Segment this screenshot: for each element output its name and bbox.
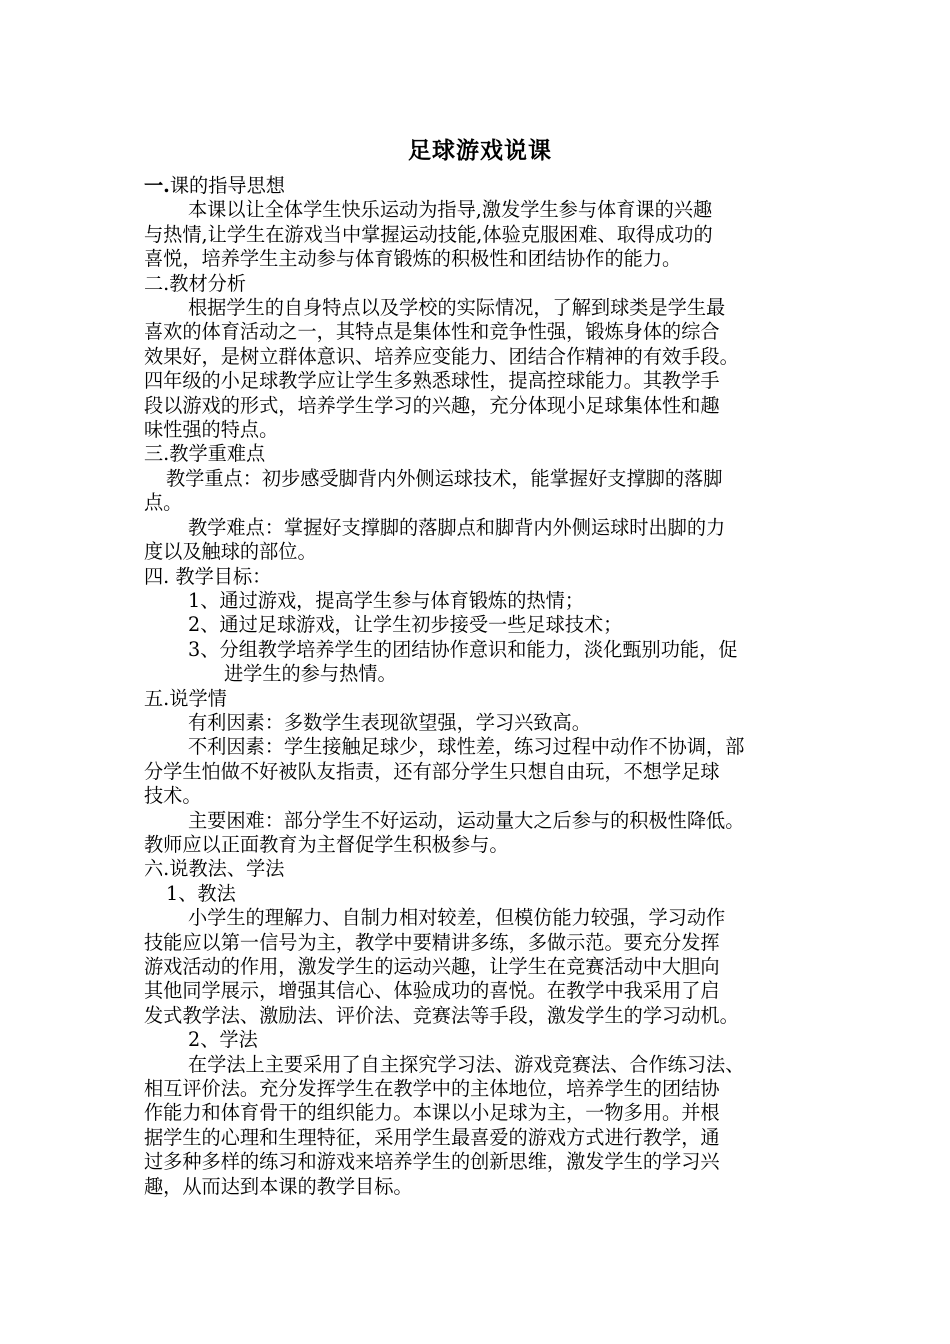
paragraph-line: 过多种多样的练习和游戏来培养学生的创新思维，激发学生的学习兴: [144, 1150, 720, 1174]
paragraph-line: 喜欢的体育活动之一，其特点是集体性和竞争性强，锻炼身体的综合: [144, 320, 720, 344]
paragraph-line: 度以及触球的部位。: [144, 540, 317, 564]
paragraph-line: 主要困难：部分学生不好运动，运动量大之后参与的积极性降低。: [188, 808, 745, 832]
section-number: 一.: [144, 174, 170, 197]
paragraph-line: 技能应以第一信号为主，教学中要精讲多练，多做示范。要充分发挥: [144, 930, 720, 954]
section-number: 五.: [144, 686, 170, 710]
section-heading: [144, 857, 816, 881]
paragraph-line: 教学重点：初步感受脚背内外侧运球技术，能掌握好支撑脚的落脚: [166, 466, 723, 490]
paragraph-line: 相互评价法。充分发挥学生在教学中的主体地位，培养学生的团结协: [144, 1077, 720, 1101]
section-heading: [144, 174, 816, 198]
paragraph-line: 与热情,让学生在游戏当中掌握运动技能,体验克服困难、取得成功的: [144, 222, 713, 246]
paragraph-line: 作能力和体育骨干的组织能力。本课以小足球为主，一物多用。并根: [144, 1101, 720, 1125]
section-number: 四.: [144, 564, 170, 588]
paragraph-line: 1、教法: [166, 881, 236, 905]
paragraph-line: 本课以让全体学生快乐运动为指导,激发学生参与体育课的兴趣: [188, 198, 713, 222]
paragraph-line: 技术。: [144, 784, 202, 808]
paragraph-line: 味性强的特点。: [144, 418, 279, 442]
section-heading: [144, 272, 816, 296]
document-title: 足球游戏说课: [408, 137, 552, 164]
paragraph-line: 四年级的小足球教学应让学生多熟悉球性，提高控球能力。其教学手: [144, 369, 720, 393]
section-heading-text: 课的指导思想: [169, 174, 285, 197]
paragraph-line: 据学生的心理和生理特征，采用学生最喜爱的游戏方式进行教学，通: [144, 1125, 720, 1149]
paragraph-line: 喜悦，培养学生主动参与体育锻炼的积极性和团结协作的能力。: [144, 247, 682, 271]
paragraph-line: 点。: [144, 491, 183, 515]
section-heading-text: 教材分析: [169, 271, 247, 295]
paragraph-line: 趣，从而达到本课的教学目标。: [144, 1174, 413, 1198]
section-heading-text: 说教法、学法: [169, 857, 285, 881]
section-heading-text: 教学目标：: [169, 564, 272, 588]
section-heading: [144, 687, 816, 711]
paragraph-line: 发式教学法、激励法、评价法、竞赛法等手段，激发学生的学习动机。: [144, 1003, 739, 1027]
section-heading: [144, 442, 816, 466]
paragraph-line: 2、学法: [188, 1028, 258, 1052]
paragraph-line: 有利因素：多数学生表现欲望强，学习兴致高。: [188, 710, 591, 734]
paragraph-line: 教师应以正面教育为主督促学生积极参与。: [144, 832, 509, 856]
paragraph-line: 1、通过游戏，提高学生参与体育锻炼的热情；: [188, 588, 584, 612]
paragraph-line: 进学生的参与热情。: [224, 662, 397, 686]
paragraph-line: 段以游戏的形式，培养学生学习的兴趣，充分体现小足球集体性和趣: [144, 393, 720, 417]
section-number: 六.: [144, 857, 170, 881]
section-number: 三.: [144, 442, 170, 466]
paragraph-line: 根据学生的自身特点以及学校的实际情况，了解到球类是学生最: [188, 296, 726, 320]
paragraph-line: 2、通过足球游戏，让学生初步接受一些足球技术；: [188, 613, 623, 637]
document-body: [144, 132, 816, 1199]
section-number: 二.: [144, 271, 170, 295]
paragraph-line: 教学难点：掌握好支撑脚的落脚点和脚背内外侧运球时出脚的力: [188, 515, 726, 539]
paragraph-line: 不利因素：学生接触足球少，球性差，练习过程中动作不协调，部: [188, 735, 745, 759]
paragraph-line: 小学生的理解力、自制力相对较差，但模仿能力较强，学习动作: [188, 906, 726, 930]
document-sections: [144, 174, 816, 1199]
paragraph-line: 其他同学展示，增强其信心、体验成功的喜悦。在教学中我采用了启: [144, 979, 720, 1003]
paragraph-line: 效果好，是树立群体意识、培养应变能力、团结合作精神的有效手段。: [144, 344, 739, 368]
paragraph-line: 分学生怕做不好被队友指责，还有部分学生只想自由玩，不想学足球: [144, 759, 720, 783]
section-heading-text: 教学重难点: [169, 442, 266, 466]
paragraph-line: 在学法上主要采用了自主探究学习法、游戏竞赛法、合作练习法、: [188, 1052, 745, 1076]
paragraph-line: 游戏活动的作用，激发学生的运动兴趣，让学生在竞赛活动中大胆向: [144, 955, 720, 978]
section-heading-text: 说学情: [169, 686, 227, 710]
section-heading: [144, 565, 816, 589]
paragraph-line: 3、分组教学培养学生的团结协作意识和能力，淡化甄别功能，促: [188, 637, 738, 661]
